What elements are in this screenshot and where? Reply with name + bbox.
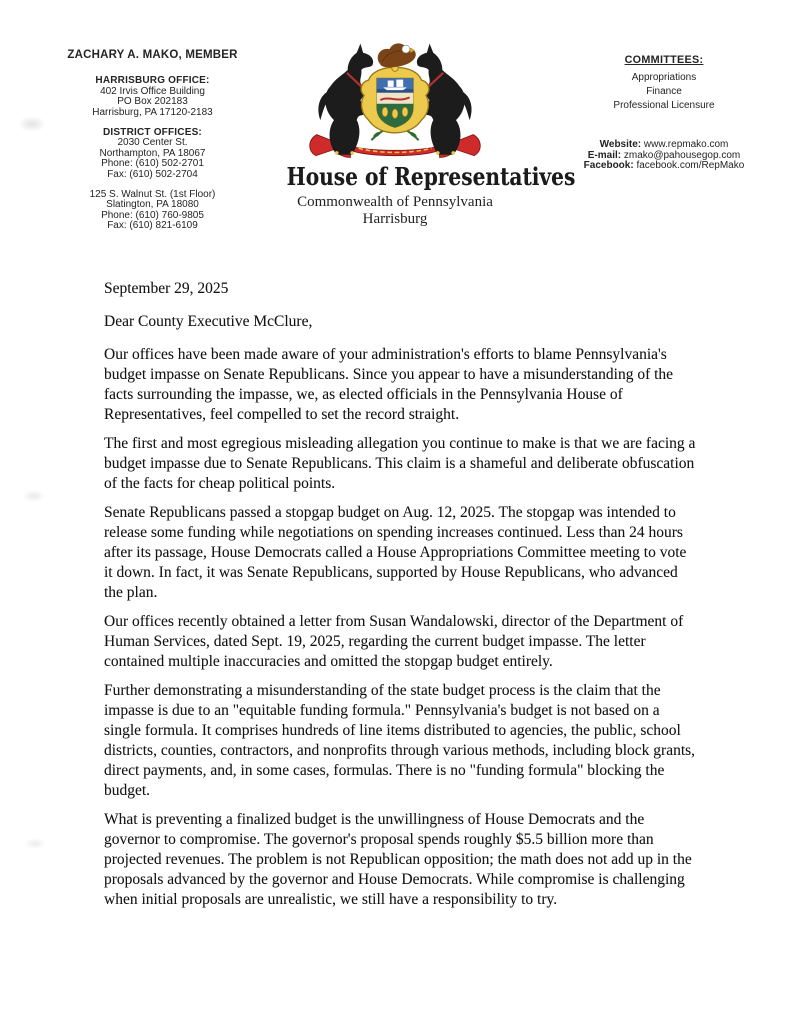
facebook-label: Facebook:: [583, 160, 634, 172]
office-address-line: Fax: (610) 502-2704: [107, 168, 198, 180]
wheat-sheaves-icon: [382, 107, 408, 118]
harrisburg-office-block: [50, 76, 255, 118]
office-address-line: Northampton, PA 18067: [99, 147, 206, 159]
member-name: ZACHARY A. MAKO, MEMBER: [67, 49, 238, 61]
commonwealth-subtitle: Commonwealth of Pennsylvania: [297, 194, 493, 210]
letter-paragraph: What is preventing a finalized budget is the unwillingness of House Democrats and the governor to compromise. The governor's proposal spends roughly $5.5 billion more than projected revenues. The problem is not Republican opposition; the math does not add up in the proposals advanced by the governor and House Democrats. While compromise is challenging when initial proposals are unrealistic, we still have a responsibility to try.: [104, 811, 692, 908]
house-title: House of Representatives: [286, 162, 576, 191]
letter-date: September 29, 2025: [104, 280, 229, 297]
office-address-line: Phone: (610) 760-9805: [101, 209, 204, 221]
district-office-block-1: [50, 128, 255, 180]
website-label: Website:: [599, 139, 642, 150]
office-address-line: 402 Irvis Office Building: [100, 85, 205, 97]
committee-item: Professional Licensure: [613, 100, 715, 111]
office-address-line: Slatington, PA 18080: [106, 199, 199, 211]
city-line: Harrisburg: [362, 211, 428, 227]
letter-paragraph: Our offices recently obtained a letter from Susan Wandalowski, director of the Department of Human Services, dated Sept. 19, 2025, regarding the current budget impasse. The letter contained multiple inaccuracies and omitted the stopgap budget entirely.: [104, 613, 684, 670]
letterhead-right-column: [558, 54, 770, 172]
scan-smudge: [24, 838, 46, 849]
scan-smudge: [22, 490, 46, 502]
letter-paragraph: The first and most egregious misleading allegation you continue to make is that we are facing a budget impasse due to Senate Republicans. This claim is a shameful and deliberate obfuscation of the facts for cheap political points.: [104, 435, 696, 492]
office-address-line: 2030 Center St.: [117, 137, 188, 149]
harrisburg-office-heading: HARRISBURG OFFICE:: [95, 75, 210, 87]
pennsylvania-coat-of-arms-icon: [294, 40, 496, 162]
letter-paragraph: Our offices have been made aware of your administration's efforts to blame Pennsylvania's budget impasse on Senate Republicans. Since you appear to have a misunderstanding of the facts surrounding the impasse, we, as elected officials in the Pennsylvania House of Representatives, feel compelled to set the record straight.: [104, 346, 674, 423]
eagle-icon: [378, 43, 416, 67]
website-value: www.repmako.com: [643, 139, 729, 150]
letter-salutation: Dear County Executive McClure,: [104, 313, 313, 330]
facebook-line: [558, 161, 770, 172]
district-office-block-2: [50, 190, 255, 232]
facebook-value: facebook.com/RepMako: [636, 160, 745, 172]
letterhead-center: [266, 40, 576, 228]
district-offices-heading: DISTRICT OFFICES:: [103, 127, 202, 139]
email-label: E-mail:: [587, 149, 622, 161]
scan-smudge: [18, 116, 46, 132]
committee-item: Finance: [646, 86, 682, 97]
letter-paragraph: Senate Republicans passed a stopgap budget on Aug. 12, 2025. The stopgap was intended to release some funding while negotiations on spending increases continued. Less than 24 hours after its passage, House Democrats called a House Appropriations Committee meeting to vote it down. In fact, it was Senate Republicans, supported by House Republicans, who advanced the plan.: [104, 504, 687, 601]
crest-container: [266, 40, 524, 162]
committees-heading: COMMITTEES:: [624, 54, 704, 66]
office-address-line: Harrisburg, PA 17120-2183: [92, 106, 213, 118]
office-address-line: PO Box 202183: [117, 96, 188, 108]
committee-list: [558, 71, 770, 113]
office-address-line: 125 S. Walnut St. (1st Floor): [89, 189, 216, 201]
office-address-line: Fax: (610) 821-6109: [107, 220, 198, 232]
committee-item: Appropriations: [631, 72, 697, 83]
letter-paragraph: Further demonstrating a misunderstanding of the state budget process is the claim that the impasse is due to an "equitable funding formula." Pennsylvania's budget is not based on a single formula. It comprises hundreds of line items distributed to agencies, the public, school districts, counties, contractors, and nonprofits through various methods, including block grants, direct payments, and, in some cases, formulas. There is no "funding formula" blocking the budget.: [104, 682, 696, 799]
letter-body: [104, 279, 696, 919]
letterhead-left-column: [50, 50, 255, 242]
contact-block: [558, 140, 770, 172]
email-value: zmako@pahousegop.com: [623, 149, 741, 161]
office-address-line: Phone: (610) 502-2701: [101, 158, 204, 170]
